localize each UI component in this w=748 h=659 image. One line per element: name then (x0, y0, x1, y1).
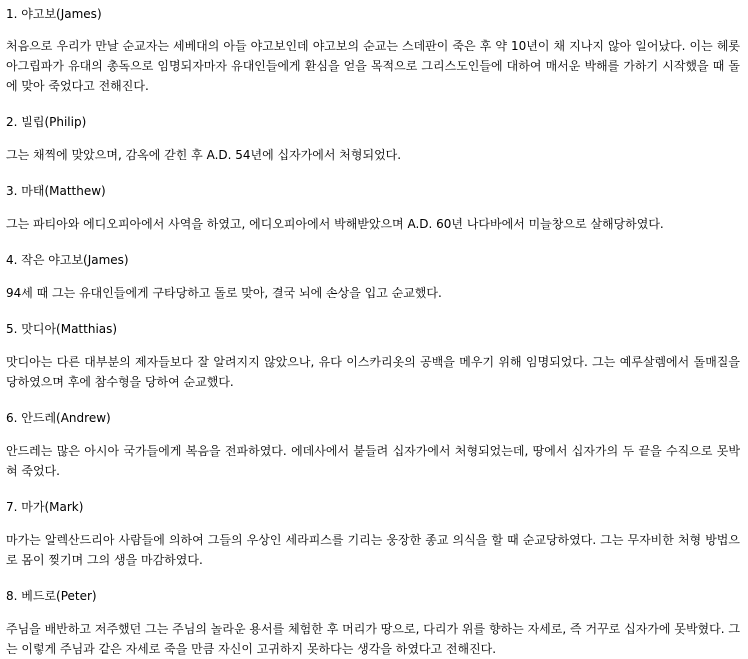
entry-heading: 7. 마가(Mark) (6, 500, 84, 514)
entry-body: 마가는 알렉산드리아 사람들에 의하여 그들의 우상인 세라피스를 기리는 웅장한 종교 의식을 할 때 순교당하였다. 그는 무자비한 처형 방법으로 몸이 찢기며 그의 생을 마감하였다. (6, 533, 740, 567)
entry-body: 주님을 배반하고 저주했던 그는 주님의 놀라운 용서를 체험한 후 머리가 땅으로, 다리가 위를 향하는 자세로, 즉 거꾸로 십자가에 못박혔다. 그는 이렇게 주님과 같은 자세로 죽을 만큼 자신이 고귀하지 못하다는 생각을 하였다고 전해진다. (6, 622, 740, 656)
entry-heading: 6. 안드레(Andrew) (6, 411, 111, 425)
martyr-entry (6, 6, 744, 96)
martyr-entry (6, 183, 740, 234)
entry-heading: 4. 작은 야고보(James) (6, 253, 129, 267)
martyr-entry (6, 588, 740, 659)
entry-body: 그는 파티아와 에디오피아에서 사역을 하였고, 에디오피아에서 박해받았으며 A.D. 60년 나다바에서 미늘창으로 살해당하였다. (6, 217, 664, 231)
entry-heading: 8. 베드로(Peter) (6, 589, 97, 603)
entry-body: 처음으로 우리가 만날 순교자는 세베대의 아들 야고보인데 야고보의 순교는 스데판이 죽은 후 약 10년이 채 지나지 않아 일어났다. 이는 헤롯 아그립파가 유대의 총독으로 임명되자마자 유대인들에게 환심을 얻을 목적으로 그리스도인들에 대하여 매서운 박해를 가하기 시작했을 때 돌에 맞아 죽었다고 전해진다. (6, 39, 744, 93)
martyr-entry (6, 114, 740, 165)
martyr-entry (6, 410, 740, 481)
entry-heading: 2. 빌립(Philip) (6, 115, 87, 129)
entry-body: 맛디아는 다른 대부분의 제자들보다 잘 알려지지 않았으나, 유다 이스카리옷의 공백을 메우기 위해 임명되었다. 그는 예루살렘에서 돌매질을 당하였으며 후에 참수형을 당하여 순교했다. (6, 355, 744, 389)
entry-body: 94세 때 그는 유대인들에게 구타당하고 돌로 맞아, 결국 뇌에 손상을 입고 순교했다. (6, 286, 442, 300)
martyr-entry (6, 499, 740, 570)
martyr-entry (6, 252, 740, 303)
entry-body: 그는 채찍에 맞았으며, 감옥에 갇힌 후 A.D. 54년에 십자가에서 처형되었다. (6, 148, 402, 162)
martyr-entry (6, 321, 744, 392)
entry-heading: 3. 마태(Matthew) (6, 184, 106, 198)
entry-heading: 5. 맛디아(Matthias) (6, 322, 118, 336)
entry-body: 안드레는 많은 아시아 국가들에게 복음을 전파하였다. 에데사에서 붙들려 십자가에서 처형되었는데, 땅에서 십자가의 두 끝을 수직으로 못박혀 죽었다. (6, 444, 740, 478)
entry-heading: 1. 야고보(James) (6, 7, 102, 21)
